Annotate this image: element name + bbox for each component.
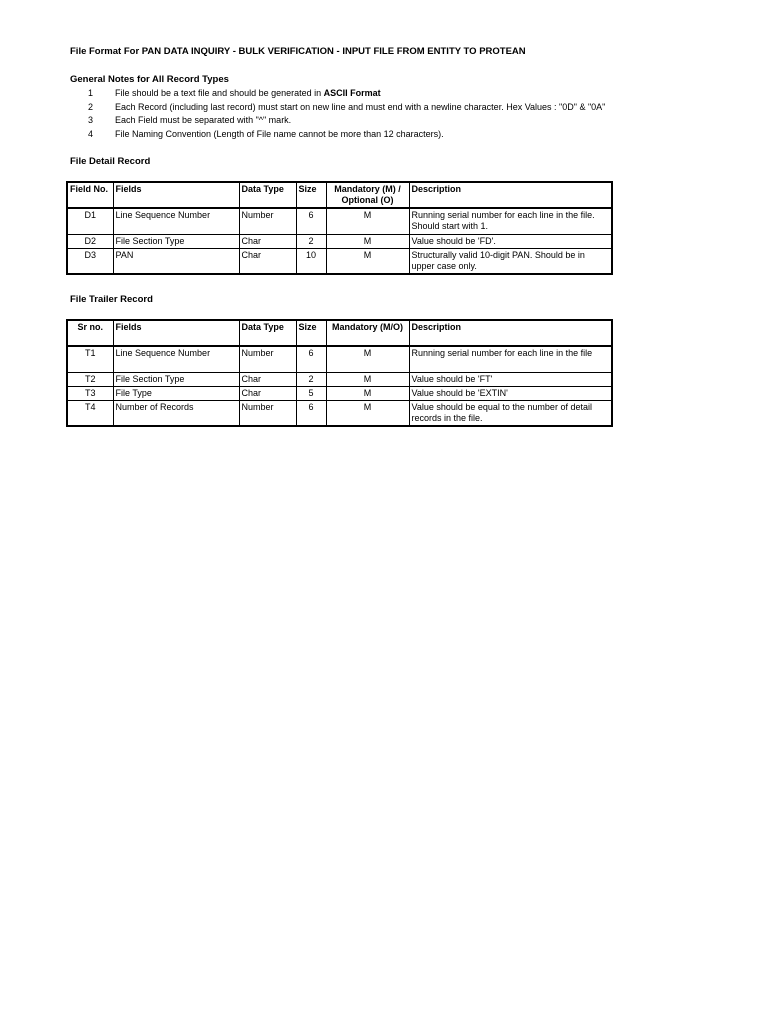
detail-record-table (66, 181, 613, 275)
sr-no-cell: T4 (67, 400, 113, 426)
table-row (67, 372, 612, 386)
sr-no-cell: T1 (67, 346, 113, 372)
field-no-cell: D1 (67, 208, 113, 234)
table-row (67, 386, 612, 400)
trailer-record-heading: File Trailer Record (70, 294, 153, 305)
field-name-cell: File Section Type (113, 372, 239, 386)
data-type-cell: Number (239, 400, 296, 426)
field-no-cell: D2 (67, 234, 113, 248)
field-name-cell: File Section Type (113, 234, 239, 248)
column-header: Description (409, 320, 612, 346)
column-header: Size (296, 182, 326, 208)
page-title: File Format For PAN DATA INQUIRY - BULK VERIFICATION - INPUT FILE FROM ENTITY TO PROTEAN (70, 46, 526, 57)
note-number: 3 (87, 115, 93, 125)
mandatory-cell: M (326, 234, 409, 248)
note-item (70, 114, 292, 128)
description-cell: Value should be 'FD'. (409, 234, 612, 248)
table-header-row (67, 182, 612, 208)
table-row (67, 248, 612, 274)
table-row (67, 400, 612, 426)
description-cell: Value should be 'FT' (409, 372, 612, 386)
data-type-cell: Char (239, 248, 296, 274)
note-text: Each Field must be separated with "^" mark. (115, 115, 292, 125)
description-cell: Running serial number for each line in the file. Should start with 1. (409, 208, 612, 234)
trailer-record-table (66, 319, 613, 427)
note-emphasis: ASCII Format (323, 88, 381, 98)
table-row (67, 346, 612, 372)
column-header: Data Type (239, 320, 296, 346)
mandatory-cell: M (326, 386, 409, 400)
data-type-cell: Char (239, 372, 296, 386)
field-name-cell: PAN (113, 248, 239, 274)
note-item (70, 87, 381, 101)
note-text: File Naming Convention (Length of File name cannot be more than 12 characters). (115, 128, 444, 139)
column-header: Sr no. (67, 320, 113, 346)
data-type-cell: Number (239, 346, 296, 372)
size-cell: 6 (296, 400, 326, 426)
general-notes-list (70, 87, 606, 141)
note-number: 1 (87, 88, 93, 98)
description-cell: Running serial number for each line in the file (409, 346, 612, 372)
table-row (67, 234, 612, 248)
note-item (70, 101, 606, 115)
description-cell: Value should be 'EXTIN' (409, 386, 612, 400)
column-header: Mandatory (M) / Optional (O) (326, 182, 409, 208)
data-type-cell: Char (239, 386, 296, 400)
mandatory-cell: M (326, 346, 409, 372)
field-name-cell: Line Sequence Number (113, 208, 239, 234)
mandatory-cell: M (326, 208, 409, 234)
column-header: Size (296, 320, 326, 346)
size-cell: 5 (296, 386, 326, 400)
note-number: 2 (87, 101, 93, 112)
size-cell: 6 (296, 208, 326, 234)
mandatory-cell: M (326, 372, 409, 386)
size-cell: 2 (296, 234, 326, 248)
field-no-cell: D3 (67, 248, 113, 274)
note-text: Each Record (including last record) must start on new line and must end with a newline character. Hex Values : "0D" & "0A" (115, 101, 606, 112)
note-number: 4 (87, 128, 93, 139)
data-type-cell: Char (239, 234, 296, 248)
size-cell: 6 (296, 346, 326, 372)
table-header-row (67, 320, 612, 346)
field-name-cell: Line Sequence Number (113, 346, 239, 372)
size-cell: 2 (296, 372, 326, 386)
sr-no-cell: T3 (67, 386, 113, 400)
description-cell: Structurally valid 10-digit PAN. Should be in upper case only. (409, 248, 612, 274)
mandatory-cell: M (326, 248, 409, 274)
column-header: Field No. (67, 182, 113, 208)
size-cell: 10 (296, 248, 326, 274)
column-header: Description (409, 182, 612, 208)
data-type-cell: Number (239, 208, 296, 234)
note-text: File should be a text file and should be generated in ASCII Format (115, 88, 381, 98)
note-item (70, 128, 444, 142)
table-row (67, 208, 612, 234)
column-header: Data Type (239, 182, 296, 208)
general-notes-heading: General Notes for All Record Types (70, 74, 229, 85)
column-header: Fields (113, 182, 239, 208)
field-name-cell: File Type (113, 386, 239, 400)
column-header: Mandatory (M/O) (326, 320, 409, 346)
detail-record-heading: File Detail Record (70, 156, 151, 167)
sr-no-cell: T2 (67, 372, 113, 386)
mandatory-cell: M (326, 400, 409, 426)
column-header: Fields (113, 320, 239, 346)
description-cell: Value should be equal to the number of detail records in the file. (409, 400, 612, 426)
field-name-cell: Number of Records (113, 400, 239, 426)
